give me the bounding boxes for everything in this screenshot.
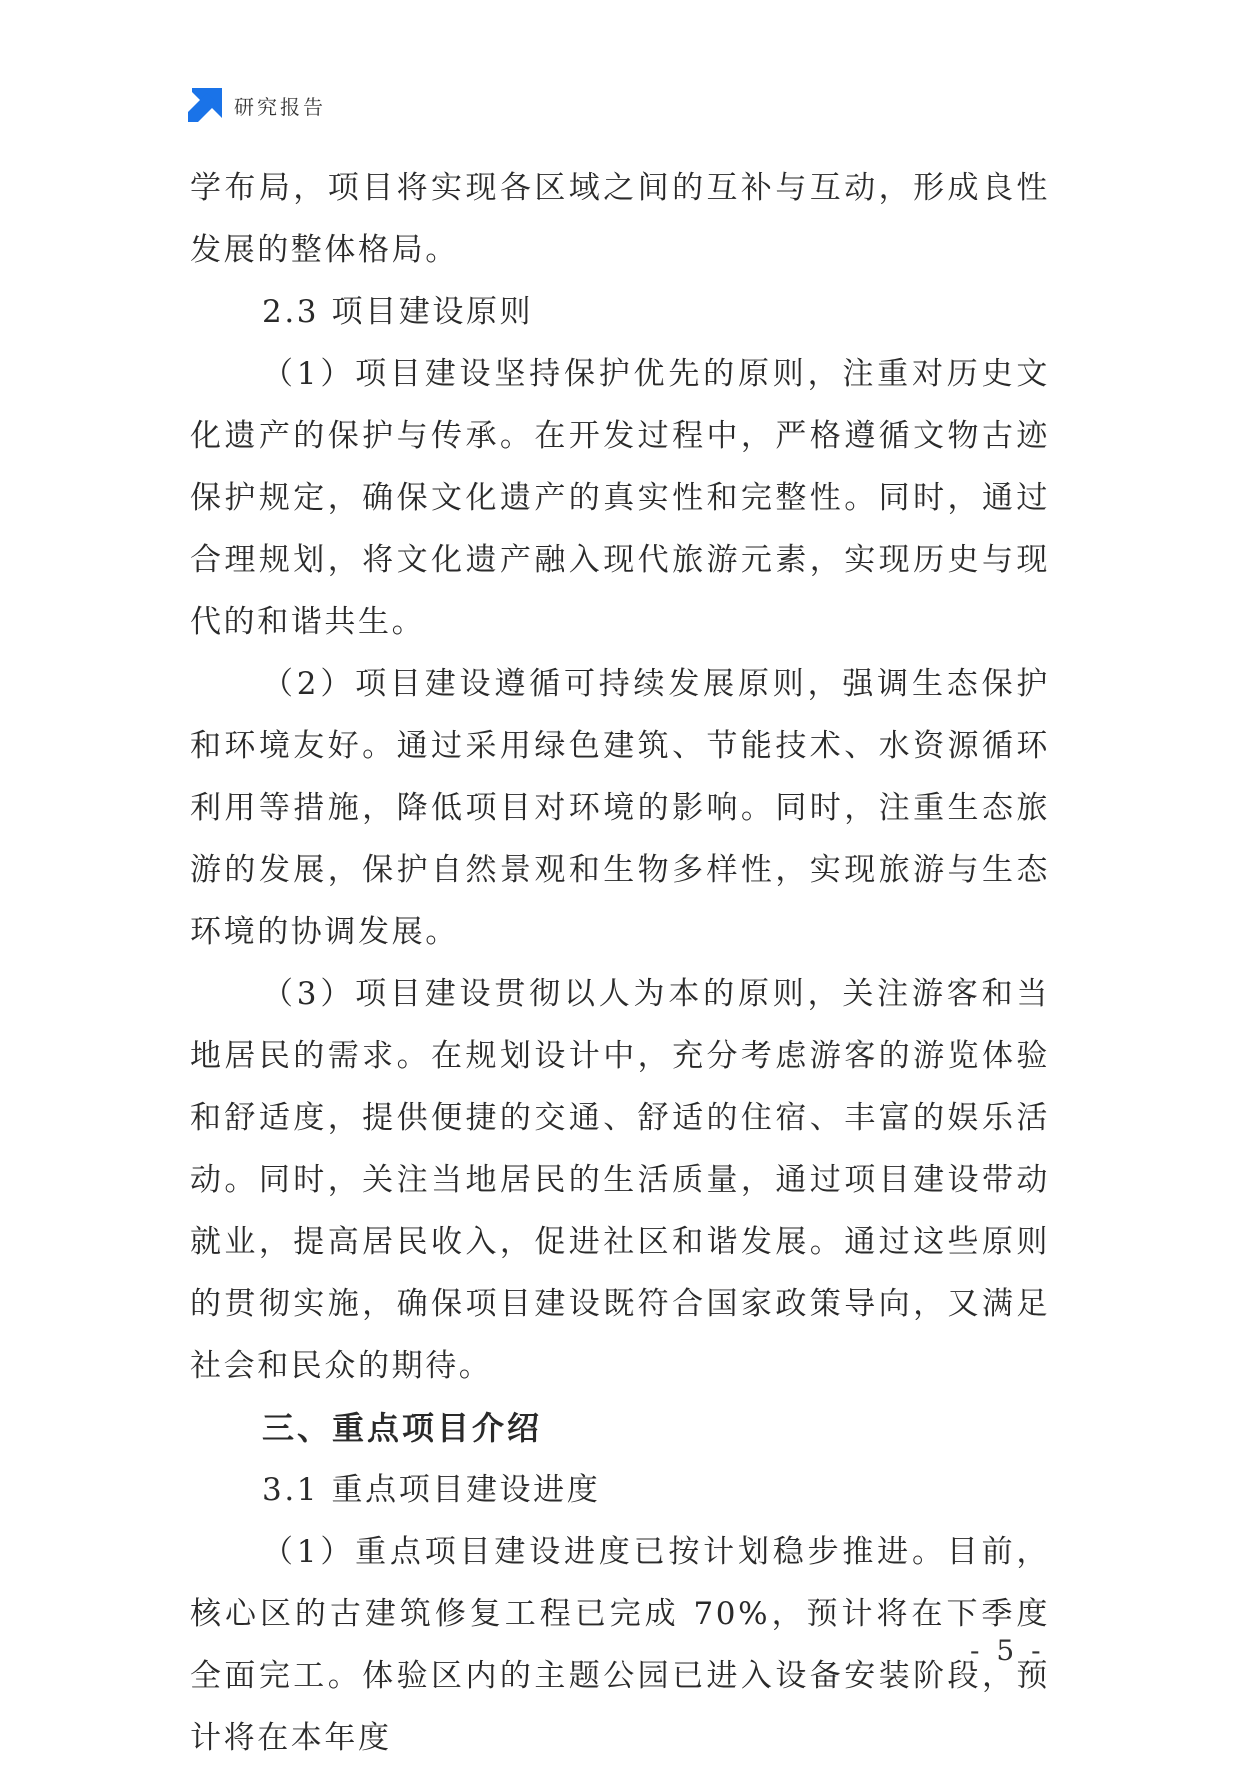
- arrow-logo-icon: [188, 88, 222, 122]
- paragraph-principle-2: （2）项目建设遵循可持续发展原则，强调生态保护和环境友好。通过采用绿色建筑、节能技术、水资源循环利用等措施，降低项目对环境的影响。同时，注重生态旅游的发展，保护自然景观和生物多样性，实现旅游与生态环境的协调发展。: [190, 666, 1050, 950]
- paragraph-principle-3: （3）项目建设贯彻以人为本的原则，关注游客和当地居民的需求。在规划设计中，充分考虑游客的游览体验和舒适度，提供便捷的交通、舒适的住宿、丰富的娱乐活动。同时，关注当地居民的生活质量，通过项目建设带动就业，提高居民收入，促进社区和谐发展。通过这些原则的贯彻实施，确保项目建设既符合国家政策导向，又满足社会和民众的期待。: [190, 976, 1050, 1384]
- header-title: 研究报告: [234, 94, 326, 119]
- document-body: [190, 157, 1050, 1769]
- paragraph-progress-1: （1）重点项目建设进度已按计划稳步推进。目前，核心区的古建筑修复工程已完成 70%，预计将在下季度全面完工。体验区内的主题公园已进入设备安装阶段，预计将在本年度: [190, 1534, 1050, 1756]
- chapter-heading-3: 三、重点项目介绍: [262, 1409, 543, 1447]
- page-number: - 5 -: [970, 1634, 1045, 1667]
- report-header: [188, 88, 326, 122]
- paragraph-continuation: 学布局，项目将实现各区域之间的互补与互动，形成良性发展的整体格局。: [190, 170, 1050, 268]
- section-heading-2-3: 2.3 项目建设原则: [262, 294, 534, 330]
- section-heading-3-1: 3.1 重点项目建设进度: [262, 1472, 601, 1508]
- paragraph-principle-1: （1）项目建设坚持保护优先的原则，注重对历史文化遗产的保护与传承。在开发过程中，严格遵循文物古迹保护规定，确保文化遗产的真实性和完整性。同时，通过合理规划，将文化遗产融入现代旅游元素，实现历史与现代的和谐共生。: [190, 356, 1050, 640]
